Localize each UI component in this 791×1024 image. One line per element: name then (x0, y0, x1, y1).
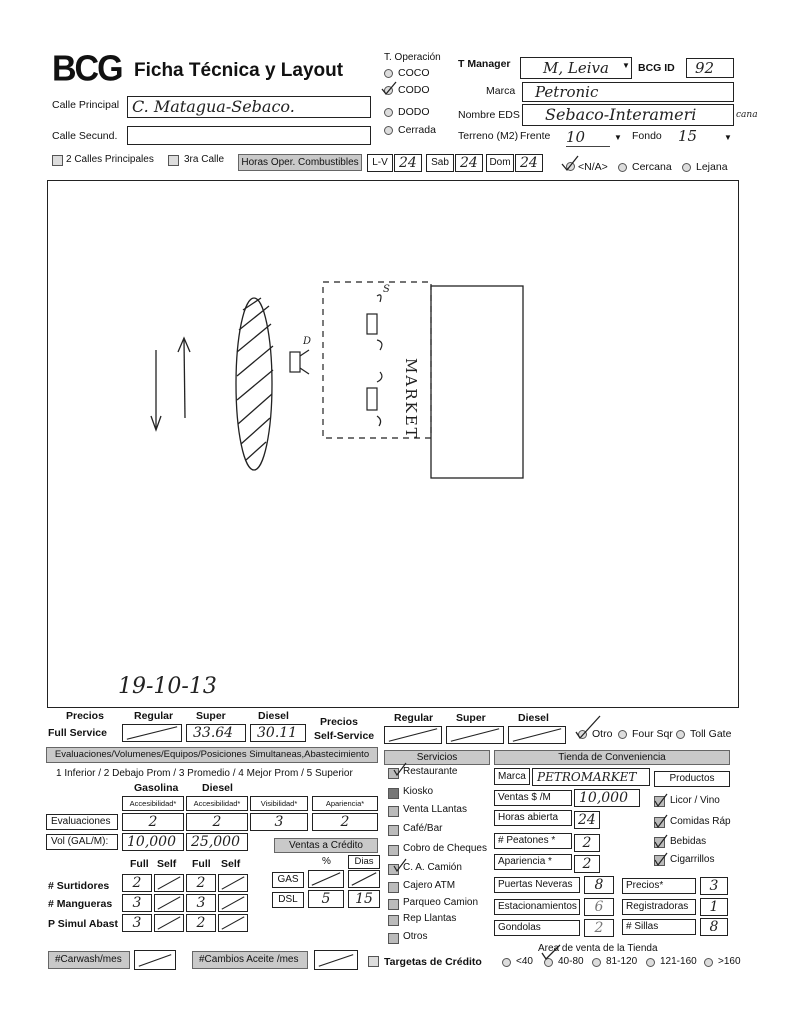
na-label: <N/A> (578, 161, 608, 173)
servicio-label: C. A. Camión (403, 862, 462, 873)
radio-cercana[interactable] (618, 163, 627, 172)
self-label-2: Self (221, 858, 241, 870)
producto-check-mark (653, 814, 669, 828)
sab-label-box: Sab (426, 154, 454, 172)
surtidores-self-2[interactable] (218, 874, 248, 892)
evaluaciones-label: Evaluaciones (46, 814, 118, 830)
precios-label: Precios (66, 710, 104, 722)
servicio-checkbox[interactable] (388, 806, 399, 817)
area-option-radio[interactable] (592, 958, 601, 967)
col-accesibilidad-gas: Accesibilidad* (122, 796, 184, 811)
eval-apariencia[interactable]: 2 (312, 813, 378, 831)
psimul-full-2[interactable]: 2 (186, 914, 216, 932)
tienda-header-button[interactable]: Tienda de Conveniencia (494, 750, 730, 765)
radio-dodo-label: DODO (398, 106, 430, 118)
servicio-checkbox[interactable] (388, 899, 399, 910)
col-visibilidad: Visibilidad* (250, 796, 308, 811)
radio-toll-gate[interactable] (676, 730, 685, 739)
horas-label: Horas abierta (494, 810, 572, 826)
peatones-label: # Peatones * (494, 833, 572, 849)
self-precios-label: Precios (320, 716, 358, 728)
servicios-header-button[interactable]: Servicios (384, 750, 490, 765)
producto-check-mark (653, 834, 669, 848)
producto-check-mark (653, 793, 669, 807)
servicio-label: Venta LLantas (403, 804, 467, 815)
bcg-id-field[interactable]: 92 (686, 58, 734, 78)
dos-calles-checkbox[interactable] (52, 155, 63, 166)
servicio-label: Parqueo Camion (403, 897, 479, 908)
radio-lejana[interactable] (682, 163, 691, 172)
vol-label: Vol (GAL/M): (46, 834, 118, 850)
psimul-full-1[interactable]: 3 (122, 914, 152, 932)
servicio-checkbox[interactable] (388, 845, 399, 856)
tienda-precios-field[interactable]: 3 (700, 877, 728, 895)
lv-label-box: L-V (367, 154, 393, 172)
full-label-1: Full (130, 858, 149, 870)
area-option-label: 121-160 (660, 956, 697, 967)
peatones-field[interactable]: 2 (574, 834, 600, 852)
tercera-calle-checkbox[interactable] (168, 155, 179, 166)
self-super-label: Super (456, 712, 486, 724)
check-mark-codo (380, 80, 398, 96)
puertas-field[interactable]: 8 (584, 876, 614, 894)
cercana-label: Cercana (632, 161, 672, 173)
eval-scale-text: 1 Inferior / 2 Debajo Prom / 3 Promedio / 4 Mejor Prom / 5 Superior (56, 768, 353, 779)
sketch-date: 19-10-13 (118, 674, 217, 699)
eval-acces-diesel[interactable]: 2 (186, 813, 248, 831)
surtidores-full-1[interactable]: 2 (122, 874, 152, 892)
toll-gate-label: Toll Gate (690, 728, 732, 740)
cambios-aceite-label: #Cambios Aceite /mes (192, 951, 308, 969)
check-mark-40-80 (540, 943, 562, 961)
full-super-field[interactable]: 33.64 (186, 724, 246, 742)
radio-dodo[interactable] (384, 108, 393, 117)
chevron-down-icon[interactable]: ▼ (614, 133, 622, 142)
four-sqr-label: Four Sqr (632, 728, 673, 740)
servicio-check-mark (392, 762, 408, 776)
chevron-down-icon[interactable]: ▼ (622, 61, 630, 70)
gas-credit-label: GAS (272, 872, 304, 888)
servicio-label: Rep Llantas (403, 913, 457, 924)
market-label: MARKET (402, 358, 420, 440)
puertas-label: Puertas Neveras (494, 877, 580, 893)
area-option-radio[interactable] (704, 958, 713, 967)
dias-label: Dias (348, 855, 380, 869)
regular-label: Regular (134, 710, 174, 722)
surtidores-label: # Surtidores (48, 880, 110, 892)
area-option-label: 40-80 (558, 956, 584, 967)
otro-label: Otro (592, 728, 613, 740)
t-operacion-label: T. Operación (384, 52, 441, 63)
registradoras-label: Registradoras (622, 899, 696, 915)
estacionamientos-label: Estacionamientos (494, 899, 580, 915)
vol-diesel[interactable]: 25,000 (186, 833, 248, 851)
gas-credit-dias[interactable] (348, 870, 380, 888)
radio-cerrada[interactable] (384, 126, 393, 135)
mangueras-full-2[interactable]: 3 (186, 894, 216, 912)
radio-cerrada-label: Cerrada (398, 124, 436, 136)
horas-oper-button[interactable]: Horas Oper. Combustibles (238, 154, 362, 171)
fondo-field[interactable]: 15 (678, 127, 698, 145)
apariencia-field[interactable]: 2 (574, 855, 600, 873)
dispenser-diesel (290, 350, 309, 374)
nombre-eds-field[interactable]: Sebaco-Interameri (522, 104, 734, 126)
d-label: D (303, 336, 312, 347)
mangueras-full-1[interactable]: 3 (122, 894, 152, 912)
surtidores-self-1[interactable] (154, 874, 184, 892)
producto-check-mark (653, 852, 669, 866)
ventas-label: Ventas $ /M (494, 790, 572, 806)
t-manager-label: T Manager (458, 58, 511, 70)
full-diesel-field[interactable]: 30.11 (250, 724, 306, 742)
surtidores-full-2[interactable]: 2 (186, 874, 216, 892)
diesel-label: Diesel (258, 710, 289, 722)
super-label: Super (196, 710, 226, 722)
area-option-label: <40 (516, 956, 533, 967)
gas-credit-pct[interactable] (308, 870, 344, 888)
radio-codo-label: CODO (398, 84, 430, 96)
calle-secund-field[interactable] (127, 126, 371, 145)
dom-field[interactable]: 24 (515, 154, 543, 172)
servicio-label: Cobro de Cheques (403, 843, 487, 854)
bcg-id-label: BCG ID (638, 62, 675, 74)
lejana-label: Lejana (696, 161, 728, 173)
area-option-radio[interactable] (502, 958, 511, 967)
dsl-credit-dias[interactable]: 15 (348, 890, 380, 908)
servicio-checkbox[interactable] (388, 788, 399, 799)
dispenser-super-top (367, 295, 382, 350)
gasolina-label: Gasolina (134, 782, 179, 794)
dom-label-box: Dom (486, 154, 514, 172)
sab-field[interactable]: 24 (455, 154, 483, 172)
producto-label: Bebidas (670, 836, 707, 847)
area-option-label: 81-120 (606, 956, 638, 967)
lv-field[interactable]: 24 (394, 154, 422, 172)
page-title: Ficha Técnica y Layout (134, 60, 344, 81)
ventas-credito-button[interactable]: Ventas a Crédito (274, 838, 378, 853)
dsl-credit-label: DSL (272, 892, 304, 908)
t-manager-field[interactable]: M, Leiva (520, 57, 632, 79)
arrow-down-icon (151, 350, 161, 430)
tarjetas-credito-checkbox[interactable] (368, 956, 379, 967)
servicio-checkbox[interactable] (388, 933, 399, 944)
servicio-label: Otros (403, 931, 428, 942)
hatched-island (236, 298, 273, 470)
producto-label: Licor / Vino (670, 795, 720, 806)
vol-gasolina[interactable]: 10,000 (122, 833, 184, 851)
marca-label: Marca (486, 85, 516, 97)
self-super-field[interactable] (446, 726, 504, 744)
marca-field[interactable]: Petronic (522, 82, 734, 102)
gondolas-field[interactable]: 2 (584, 919, 614, 937)
servicio-checkbox[interactable] (388, 915, 399, 926)
self-label-1: Self (157, 858, 177, 870)
mangueras-self-1[interactable] (154, 894, 184, 912)
self-service-label: Self-Service (314, 730, 375, 742)
calle-principal-label: Calle Principal (52, 99, 120, 111)
tienda-marca-field[interactable]: PETROMARKET (532, 768, 650, 786)
servicio-checkbox[interactable] (388, 882, 399, 893)
area-option-label: >160 (718, 956, 741, 967)
calle-principal-field[interactable]: C. Matagua-Sebaco. (127, 96, 371, 118)
self-diesel-field[interactable] (508, 726, 566, 744)
tienda-marca-label: Marca (494, 768, 530, 785)
servicio-check-mark (392, 858, 408, 872)
servicio-label: Cajero ATM (403, 880, 456, 891)
fondo-label: Fondo (632, 130, 662, 142)
dispenser-super-bottom (367, 372, 382, 426)
dos-calles-label: 2 Calles Principales (66, 154, 154, 165)
apariencia-label: Apariencia * (494, 854, 572, 870)
self-regular-label: Regular (394, 712, 434, 724)
nombre-eds-label: Nombre EDS (458, 109, 520, 121)
gondolas-label: Gondolas (494, 920, 580, 936)
servicio-label: Kiosko (403, 786, 434, 797)
bcg-logo: BCG (52, 49, 122, 89)
tarjetas-credito-label: Targetas de Crédito (384, 956, 482, 968)
terreno-label: Terreno (M2) (458, 130, 519, 142)
layout-sketch-drawing (47, 180, 739, 708)
arrow-up-icon (178, 338, 190, 418)
estacionamientos-field[interactable]: 6 (584, 898, 614, 916)
servicio-checkbox[interactable] (388, 825, 399, 836)
mangueras-self-2[interactable] (218, 894, 248, 912)
dsl-credit-pct[interactable]: 5 (308, 890, 344, 908)
nombre-eds-overflow: cana (736, 110, 758, 120)
radio-coco[interactable] (384, 69, 393, 78)
eval-visibilidad[interactable]: 3 (250, 813, 308, 831)
radio-coco-label: COCO (398, 67, 430, 79)
col-accesibilidad-diesel: Accesibilidad* (186, 796, 248, 811)
chevron-down-icon[interactable]: ▼ (724, 133, 732, 142)
eval-acces-gas[interactable]: 2 (122, 813, 184, 831)
col-apariencia: Apariencia* (312, 796, 378, 811)
productos-button[interactable]: Productos (654, 771, 730, 787)
calle-secund-label: Calle Secund. (52, 130, 118, 142)
producto-label: Comidas Ráp (670, 816, 731, 827)
carwash-field[interactable] (134, 950, 176, 970)
evaluaciones-header-button[interactable]: Evaluaciones/Volumenes/Equipos/Posiciones Simultaneas,Abastecimiento (46, 747, 378, 763)
servicio-label: Restaurante (403, 766, 458, 777)
area-option-radio[interactable] (646, 958, 655, 967)
area-venta-label: Area de venta de la Tienda (538, 943, 658, 954)
ventas-field[interactable]: 10,000 (574, 789, 640, 807)
frente-field[interactable]: 10 (566, 128, 610, 147)
self-diesel-label: Diesel (518, 712, 549, 724)
mangueras-label: # Mangueras (48, 898, 113, 910)
tienda-precios-label: Precios* (622, 878, 696, 894)
psimul-self-1[interactable] (154, 914, 184, 932)
registradoras-field[interactable]: 1 (700, 898, 728, 916)
full-regular-field[interactable] (122, 724, 182, 742)
servicio-label: Café/Bar (403, 823, 443, 834)
pct-label: % (322, 856, 331, 867)
full-service-label: Full Service (48, 727, 107, 739)
psimul-self-2[interactable] (218, 914, 248, 932)
psimul-label: P Simul Abast (48, 918, 119, 930)
horas-field[interactable]: 24 (574, 811, 600, 829)
cambios-aceite-field[interactable] (314, 950, 358, 970)
self-regular-field[interactable] (384, 726, 442, 744)
full-label-2: Full (192, 858, 211, 870)
sillas-label: # Sillas (622, 919, 696, 935)
sillas-field[interactable]: 8 (700, 918, 728, 936)
frente-label: Frente (520, 130, 551, 142)
eval-diesel-label: Diesel (202, 782, 233, 794)
check-mark-na (560, 154, 580, 172)
radio-four-sqr[interactable] (618, 730, 627, 739)
tercera-calle-label: 3ra Calle (184, 154, 225, 165)
market-building (431, 286, 523, 478)
carwash-label: #Carwash/mes (48, 951, 130, 969)
s-label: S (383, 284, 390, 295)
producto-label: Cigarrillos (670, 854, 715, 865)
